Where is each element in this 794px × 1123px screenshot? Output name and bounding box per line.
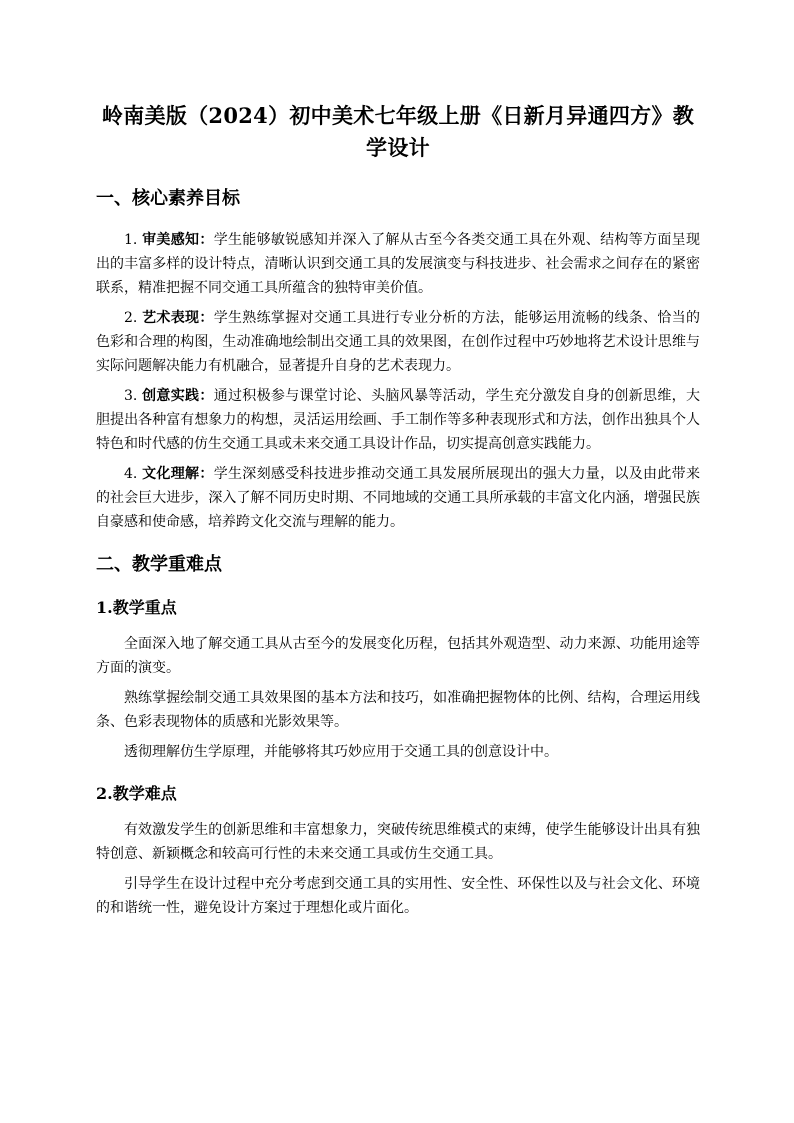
section-heading-core-goals: 一、核心素养目标 — [96, 188, 240, 209]
goal-text: 学生能够敏锐感知并深入了解从古至今各类交通工具在外观、结构等方面呈现出的丰富多样的设计特点，清晰认识到交通工具的发展演变与科技进步、社会需求之间存在的紧密联系，精准把握不同交通工具所蕴含的独特审美价值。 — [96, 232, 700, 296]
goal-item-2 — [96, 306, 700, 378]
key-point-paragraph: 熟练掌握绘制交通工具效果图的基本方法和技巧，如准确把握物体的比例、结构，合理运用线条、色彩表现物体的质感和光影效果等。 — [96, 690, 700, 730]
goal-label: 艺术表现： — [142, 310, 214, 326]
section-heading-key-difficult-points: 二、教学重难点 — [96, 554, 222, 575]
key-point-paragraph: 全面深入地了解交通工具从古至今的发展变化历程，包括其外观造型、动力来源、功能用途等方面的演变。 — [96, 636, 700, 676]
document-title: 岭南美版（2024）初中美术七年级上册《日新月异通四方》教学设计 — [101, 103, 695, 160]
goal-number: 4. — [124, 466, 138, 482]
subheading-key-points: 1.教学重点 — [96, 598, 177, 617]
difficult-point-paragraph: 引导学生在设计过程中充分考虑到交通工具的实用性、安全性、环保性以及与社会文化、环境的和谐统一性，避免设计方案过于理想化或片面化。 — [96, 876, 700, 916]
goal-number: 2. — [124, 310, 138, 326]
subheading-difficult-points: 2.教学难点 — [96, 784, 177, 803]
goal-label: 文化理解： — [142, 466, 214, 482]
goal-item-1 — [96, 228, 700, 300]
goal-text: 学生深刻感受科技进步推动交通工具发展所展现出的强大力量，以及由此带来的社会巨大进步，深入了解不同历史时期、不同地域的交通工具所承载的丰富文化内涵，增强民族自豪感和使命感，培养跨文化交流与理解的能力。 — [96, 466, 700, 530]
goal-text: 通过积极参与课堂讨论、头脑风暴等活动，学生充分激发自身的创新思维，大胆提出各种富有想象力的构想，灵活运用绘画、手工制作等多种表现形式和方法，创作出独具个人特色和时代感的仿生交通工具或未来交通工具设计作品，切实提高创意实践能力。 — [96, 388, 700, 452]
goal-number: 3. — [124, 388, 138, 404]
goal-label: 审美感知： — [142, 232, 214, 248]
document-page — [96, 100, 700, 920]
goal-label: 创意实践： — [142, 388, 214, 404]
goal-item-3 — [96, 384, 700, 456]
difficult-point-paragraph: 有效激发学生的创新思维和丰富想象力，突破传统思维模式的束缚，使学生能够设计出具有独特创意、新颖概念和较高可行性的未来交通工具或仿生交通工具。 — [96, 822, 700, 862]
goal-number: 1. — [124, 232, 138, 248]
key-point-paragraph: 透彻理解仿生学原理，并能够将其巧妙应用于交通工具的创意设计中。 — [124, 744, 558, 760]
goal-item-4 — [96, 462, 700, 534]
goal-text: 学生熟练掌握对交通工具进行专业分析的方法，能够运用流畅的线条、恰当的色彩和合理的构图，生动准确地绘制出交通工具的效果图，在创作过程中巧妙地将艺术设计思维与实际问题解决能力有机融合，显著提升自身的艺术表现力。 — [96, 310, 700, 374]
